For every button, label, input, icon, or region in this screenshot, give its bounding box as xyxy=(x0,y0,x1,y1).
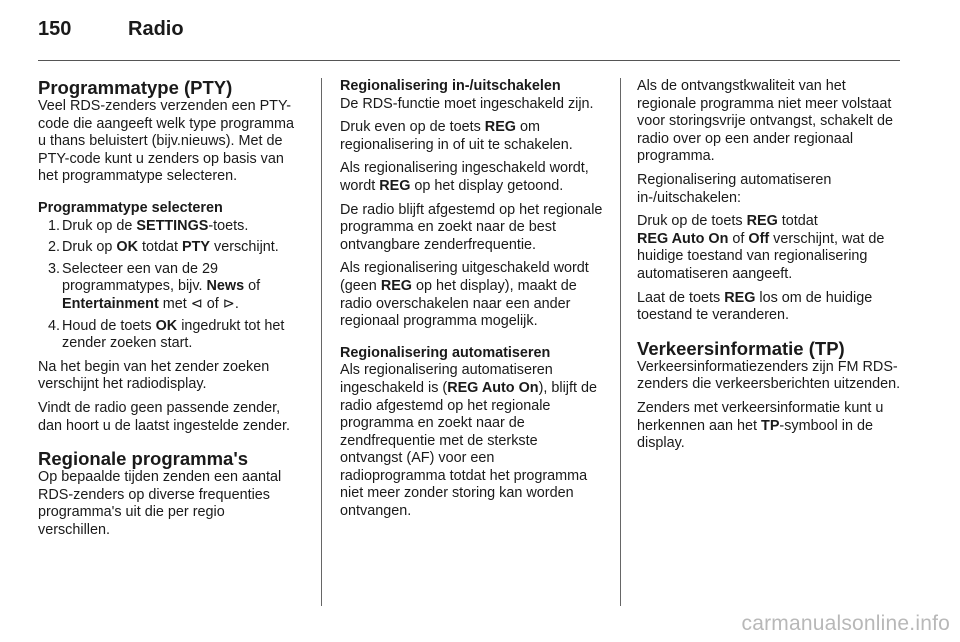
column-2 xyxy=(340,78,603,527)
paragraph: Als regionalisering automatiseren ingeschakeld is (REG Auto On), blijft de radio afgestemd op het regionale programma en zoekt naar de zendfrequentie met de sterkste ontvangst (AF) voor een radioprogramma totdat het programma niet meer zonder storing kan worden ontvangen. xyxy=(340,362,597,520)
paragraph: Na het begin van het zender zoeken verschijnt het radiodisplay. xyxy=(38,358,270,393)
paragraph: Laat de toets REG los om de huidige toestand te veranderen. xyxy=(637,289,873,324)
paragraph: Verkeersinformatiezenders zijn FM RDS-zenders die verkeersberichten uitzenden. xyxy=(637,358,901,393)
paragraph: Zenders met verkeersinformatie kunt u herkennen aan het TP-symbool in de display. xyxy=(637,399,884,452)
header-rule xyxy=(38,60,900,61)
paragraph: Druk op de toets REG totdat REG Auto On of Off verschijnt, wat de huidige toestand van regionalisering automatiseren aangeeft. xyxy=(637,213,885,282)
column-1 xyxy=(38,78,300,545)
pty-intro: Veel RDS-zenders verzenden een PTY-code die aangeeft welk type programma u thans beluistert (bijv.nieuws). Met de PTY-code kunt u zenders op basis van het programmatype selecteren. xyxy=(38,98,294,185)
subsection-title-auto: Regionalisering automatiseren xyxy=(340,344,551,361)
paragraph: Als de ontvangstkwaliteit van het regionale programma niet meer volstaat voor storingsvrije ontvangst, schakelt de radio over op een ander regionaal programma. xyxy=(637,78,893,165)
section-title-pty: Programmatype (PTY) xyxy=(38,77,233,98)
list-item: 3. Selecteer een van de 29 programmatypes, bijv. News of Entertainment met ⊲ of ⊳. xyxy=(48,260,261,312)
section-title-tp: Verkeersinformatie (TP) xyxy=(637,337,845,359)
paragraph: De radio blijft afgestemd op het regionale programma en zoekt naar de best ontvangbare zenderfrequentie. xyxy=(340,201,603,253)
watermark: carmanualsonline.info xyxy=(741,612,950,635)
column-divider xyxy=(620,78,621,606)
subsection-title-select: Programmatype selecteren xyxy=(38,199,223,216)
section-title-regional: Regionale programma's xyxy=(38,448,249,470)
paragraph: De RDS-functie moet ingeschakeld zijn. xyxy=(340,95,594,112)
paragraph: Regionalisering automatiseren in-/uitschakelen: xyxy=(637,171,832,206)
page-number: 150 xyxy=(38,18,72,40)
paragraph: Op bepaalde tijden zenden een aantal RDS-zenders op diverse frequenties programma's uit die per regio verschillen. xyxy=(38,469,282,538)
subsection-title-reg-switch: Regionalisering in-/uitschakelen xyxy=(340,78,561,94)
list-item: 2. Druk op OK totdat PTY verschijnt. xyxy=(48,239,279,256)
column-3 xyxy=(637,78,901,459)
paragraph: Als regionalisering ingeschakeld wordt, wordt REG op het display getoond. xyxy=(340,160,589,194)
chapter-title: Radio xyxy=(128,18,184,40)
column-divider xyxy=(321,78,322,606)
paragraph: Druk even op de toets REG om regionalisering in of uit te schakelen. xyxy=(340,119,573,153)
paragraph: Vindt de radio geen passende zender, dan hoort u de laatst ingestelde zender. xyxy=(38,399,291,434)
steps-list xyxy=(38,218,300,353)
list-item: 1. Druk op de SETTINGS-toets. xyxy=(48,217,249,234)
list-item: 4. Houd de toets OK ingedrukt tot het zender zoeken start. xyxy=(48,317,285,352)
paragraph: Als regionalisering uitgeschakeld wordt (geen REG op het display), maakt de radio overschakelen naar een ander regionaal programma mogelijk. xyxy=(340,260,589,330)
